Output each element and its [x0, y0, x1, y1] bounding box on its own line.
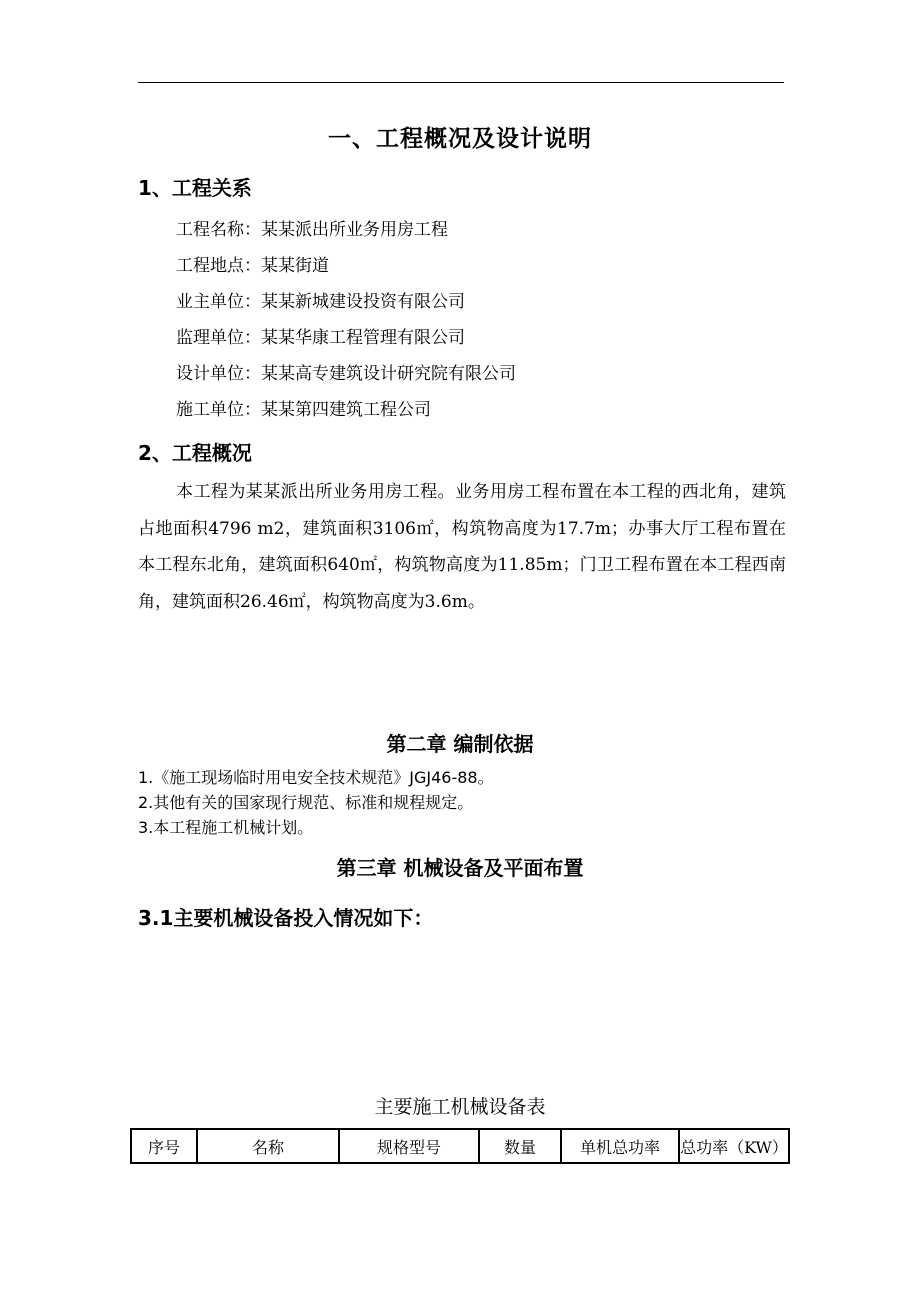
info-contractor: 施工单位：某某第四建筑工程公司: [176, 400, 431, 420]
col-header-quantity: 数量: [479, 1129, 561, 1163]
basis-item-1: 1.《施工现场临时用电安全技术规范》JGJ46-88。: [138, 768, 494, 787]
info-designer: 设计单位：某某高专建筑设计研究院有限公司: [176, 364, 516, 384]
info-supervisor: 监理单位：某某华康工程管理有限公司: [176, 328, 465, 348]
chapter3-title: 第三章 机械设备及平面布置: [336, 856, 584, 880]
col-header-unit-power: 单机总功率: [561, 1129, 679, 1163]
table-caption: 主要施工机械设备表: [374, 1096, 546, 1118]
table-header-row: [131, 1129, 789, 1163]
info-project-location: 工程地点：某某街道: [176, 256, 329, 276]
equipment-table: [130, 1128, 790, 1164]
chapter2-title: 第二章 编制依据: [386, 732, 534, 756]
col-header-index: 序号: [131, 1129, 197, 1163]
equipment-subheading: 3.1主要机械设备投入情况如下：: [138, 906, 434, 930]
col-header-name: 名称: [197, 1129, 339, 1163]
overview-heading: 2、工程概况: [138, 441, 252, 465]
info-project-name: 工程名称：某某派出所业务用房工程: [176, 220, 448, 240]
overview-paragraph: 本工程为某某派出所业务用房工程。业务用房工程布置在本工程的西北角，建筑占地面积4796 m2，建筑面积3106㎡，构筑物高度为17.7m；办事大厅工程布置在本工程东北角，建筑面积640㎡，构筑物高度为11.85m；门卫工程布置在本工程西南角，建筑面积26.46㎡，构筑物高度为3.6m。: [138, 482, 786, 612]
basis-item-2: 2.其他有关的国家现行规范、标准和规程规定。: [138, 793, 474, 812]
col-header-total-power: 总功率（KW）: [679, 1129, 789, 1163]
header-rule: [138, 82, 784, 83]
basis-item-3: 3.本工程施工机械计划。: [138, 818, 314, 837]
section-title: 一、工程概况及设计说明: [328, 126, 592, 152]
info-owner: 业主单位：某某新城建设投资有限公司: [176, 292, 465, 312]
col-header-model: 规格型号: [339, 1129, 479, 1163]
relations-heading: 1、工程关系: [138, 176, 252, 200]
